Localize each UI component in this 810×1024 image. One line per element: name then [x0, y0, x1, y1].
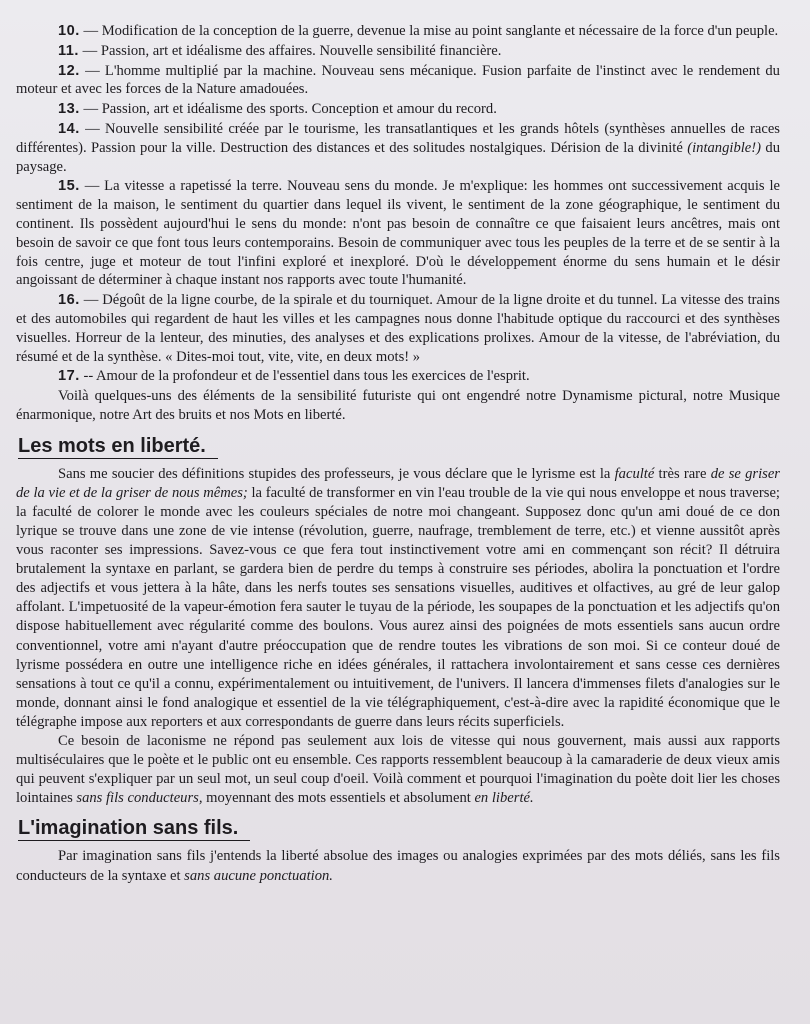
paragraph-italic: sans fils conducteurs,: [76, 790, 203, 807]
item-text: — Modification de la conception de la guerre, devenue la mise au point sanglante et nécessaire de la force d'un peuple.: [83, 23, 779, 39]
numbered-item-14: [16, 120, 780, 176]
item-text: — La vitesse a rapetissé la terre. Nouveau sens du monde. Je m'explique: les hommes ont successivement acquis le sentiment de la maison, le sentiment du quartier dans lequel ils vivent, le sentiment de la zone géographique, le sentiment du continent. Ils possèdent aujourd'hui le sens du monde: n'ont pas besoin de connaître ce que faisaient leurs ancêtres, mais ont besoin de savoir ce que font tous leurs contemporains. Besoin de communiquer avec tous les peuples de la terre et de se sentir à la fois centre, juge et moteur de tout l'infini exploré et inexploré. D'où le développement énorme du sens humain et le désir angoissant de déterminer à chaque instant nos rapports avec toute l'humanité.: [16, 178, 780, 289]
section-title-mots-en-liberte: Les mots en liberté.: [18, 434, 218, 459]
item-number: 16.: [58, 292, 80, 309]
paragraph-italic: de se griser de la vie et de la griser de nous mêmes;: [16, 465, 780, 501]
paragraph-laconisme: [16, 732, 780, 808]
paragraph-italic: faculté: [614, 465, 655, 482]
paragraph-italic: sans aucune ponctuation.: [184, 867, 333, 884]
paragraph-text: très rare: [654, 465, 711, 482]
paragraph-text: la faculté de transformer en vin l'eau trouble de la vie qui nous enveloppe et nous traverse; la faculté de colorer le monde avec les couleurs spéciales de notre moi changeant. Supposez donc qu'un ami doué de ce don lyrique se trouve dans une zone de vie intense (révolution, guerre, naufrage, tremblement de terre, etc.) et vienne aussitôt après vous raconter ses impressions. Savez-vous ce que fera tout instinctivement votre ami en commençant son récit? Il détruira brutalement la syntaxe en parlant, se gardera bien de perdre du temps à construire ses périodes, abolira la ponctuation et l'ordre des adjectifs et vous jettera à la hâte, dans les nerfs toutes ses sensations visuelles, auditives et olfactives, au gré de leur galop affolant. L'impetuosité de la vapeur-émotion fera sauter le tuyau de la période, les soupapes de la ponctuation et les adjectifs qu'on dispose habituellement avec régularité comme des boulons. Vous aurez ainsi des poignées de mots essentiels sans aucun ordre conventionnel, votre ami n'ayant d'autre préoccupation que de rendre toutes les vibrations de son moi. Si ce conteur doué de lyrisme possédera en outre une intelligence riche en idées générales, il rattachera involontairement et sans cesse ces dernières sensations à tout ce qu'il a connu, expérimentalement ou intuitivement, de l'univers. Il lancera d'immenses filets d'analogies sur le monde, donnant ainsi le fond analogique et essentiel de la vie télégraphiquement, c'est-à-dire avec la rapidité économique que le télégraphe impose aux reporters et aux correspondants de guerre dans leurs récits superficiels.: [16, 484, 780, 730]
item-number: 11.: [58, 42, 79, 59]
item-text: — Passion, art et idéalisme des sports. Conception et amour du record.: [83, 101, 497, 118]
paragraph-text: Ce besoin de laconisme ne répond pas seulement aux lois de vitesse qui nous gouvernent, mais aussi aux rapports multiséculaires que le poète et le public ont eu ensemble. Ces rapports ressemblent beaucoup à la camaraderie de deux vieux amis qui peuvent s'expliquer par un seul mot, un seul coup d'oeil. Voilà comment et pourquoi l'imagination du poète doit lier les choses lointaines: [16, 733, 780, 807]
paragraph-lyrisme: [16, 465, 780, 732]
paragraph-italic: en liberté.: [474, 790, 534, 807]
paragraph-text: Par imagination sans fils j'entends la liberté absolue des images ou analogies exprimées par des mots déliés, sans les fils conducteurs de la syntaxe et: [16, 848, 780, 884]
paragraph-text: Sans me soucier des définitions stupides des professeurs, je vous déclare que le lyrisme est la: [58, 465, 615, 482]
numbered-item-13: [16, 100, 780, 119]
item-text: — L'homme multiplié par la machine. Nouveau sens mécanique. Fusion parfaite de l'instinct avec le rendement du moteur et avec les forces de la Nature amadouées.: [16, 62, 780, 98]
item-number: 14.: [58, 120, 80, 137]
section-title-imagination-sans-fils: L'imagination sans fils.: [18, 816, 250, 841]
item-number: 12.: [58, 62, 80, 79]
item-text: — Nouvelle sensibilité créée par le tourisme, les transatlantiques et les grands hôtels (synthèses annuelles de races différentes). Passion pour la ville. Destruction des distances et des solitudes nostalgiques. Dérision de la divinité: [16, 120, 780, 156]
paragraph-text: moyennant des mots essentiels et absolument: [202, 790, 475, 807]
numbered-item-10: [16, 22, 780, 41]
item-text: du paysage.: [16, 139, 780, 175]
item-text: — Passion, art et idéalisme des affaires. Nouvelle sensibilité financière.: [82, 42, 502, 59]
numbered-item-17: [16, 367, 780, 386]
paragraph-imagination: [16, 847, 780, 885]
item-number: 17.: [58, 368, 80, 385]
item-number: 15.: [58, 178, 80, 195]
numbered-item-16: [16, 291, 780, 366]
item-text: — Dégoût de la ligne courbe, de la spirale et du tourniquet. Amour de la ligne droite et du tunnel. La vitesse des trains et des automobiles qui regardent de haut les villes et les campagnes nous donne l'habitude optique du raccourci et des synthèses visuelles. Horreur de la lenteur, des minuties, des analyses et des explications prolixes. Amour de la vitesse, de l'abréviation, du résumé et de la synthèse. « Dites-moi tout, vite, vite, en deux mots! »: [16, 292, 780, 365]
numbered-item-15: [16, 177, 780, 290]
closing-paragraph: Voilà quelques-uns des éléments de la sensibilité futuriste qui ont engendré notre Dynamisme pictural, notre Musique énarmonique, notre Art des bruits et nos Mots en liberté.: [16, 388, 780, 423]
item-text-italic: (intangible!): [687, 139, 761, 156]
item-number: 10.: [58, 23, 80, 39]
item-text: -- Amour de la profondeur et de l'essentiel dans tous les exercices de l'esprit.: [83, 368, 530, 385]
item-number: 13.: [58, 101, 80, 118]
numbered-item-11: [16, 42, 780, 61]
numbered-item-12: [16, 62, 780, 100]
